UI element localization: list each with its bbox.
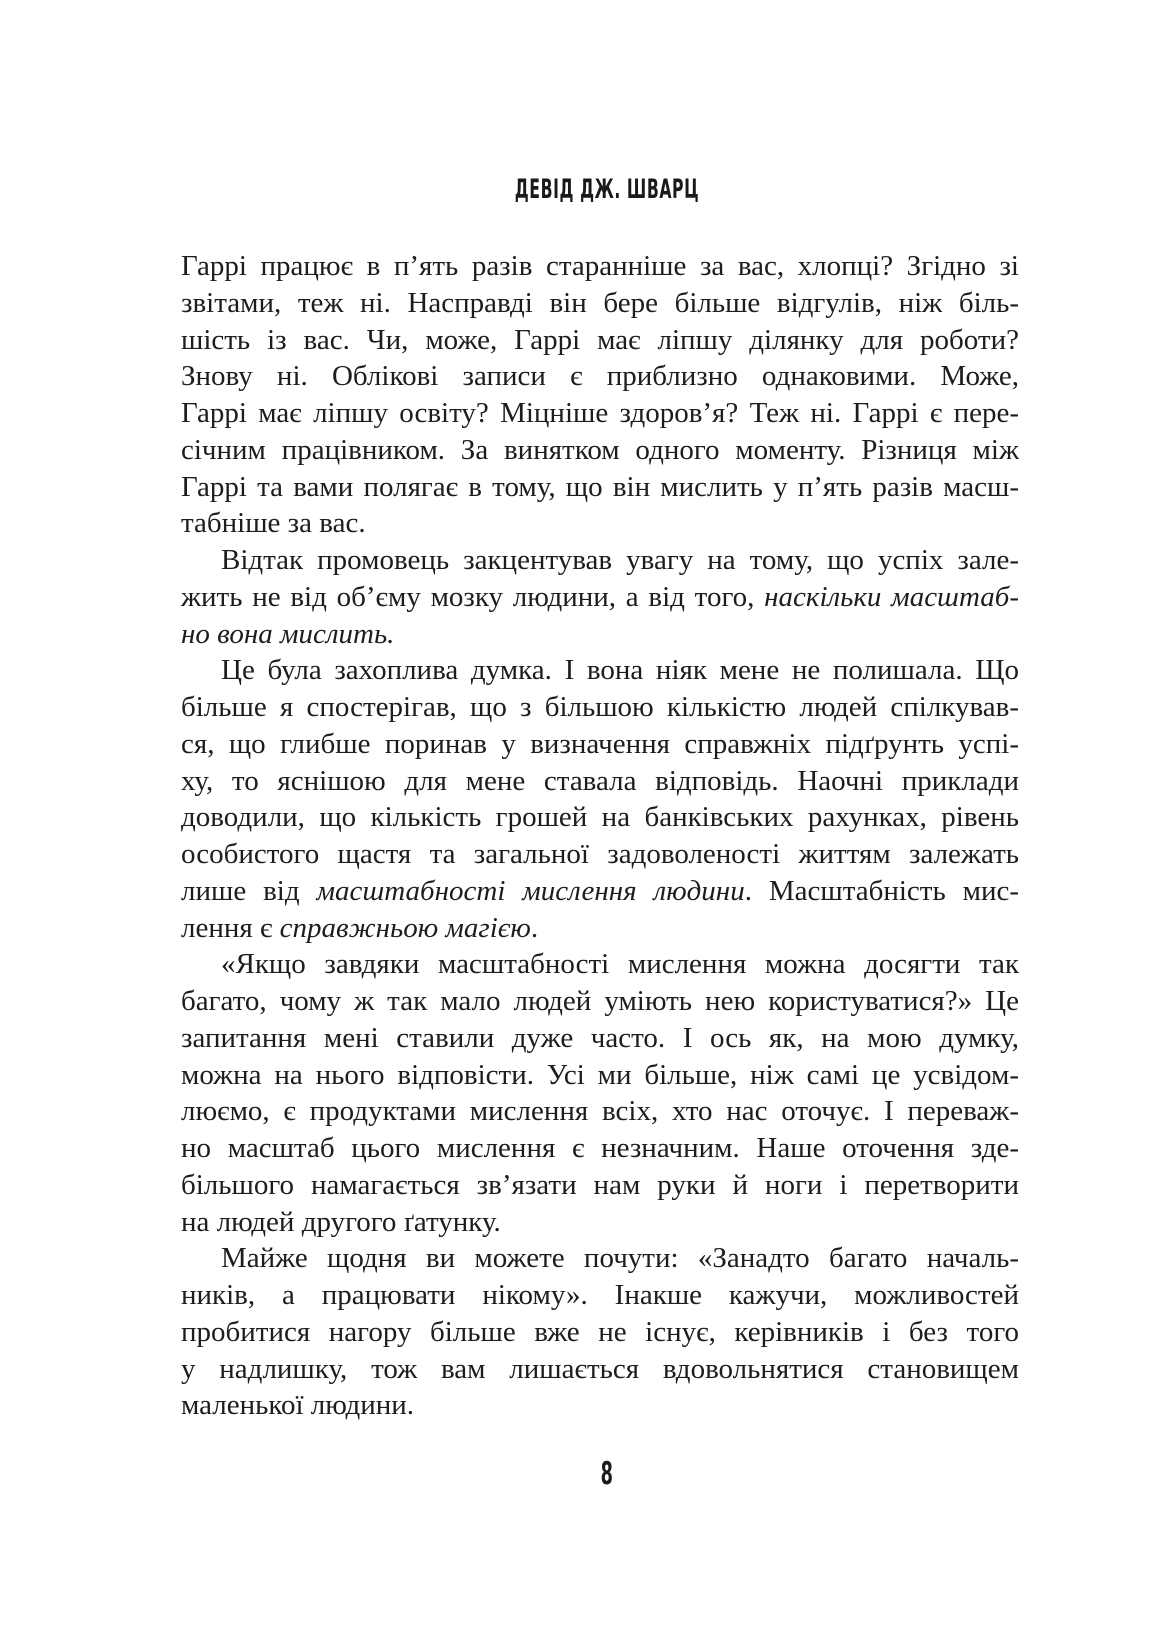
text-segment: Знову ні. Облікові записи є приблизно однаковими. Може, <box>181 360 1019 393</box>
text-segment: ху, то яснішою для мене ставала відповідь. Наочні приклади <box>181 764 1019 797</box>
text-segment: . <box>530 911 539 944</box>
text-segment: ся, що глибше поринав у визначення справжніх підґрунть успі- <box>181 727 1019 760</box>
text-segment: табніше за вас. <box>181 507 366 540</box>
text-segment: Гаррі працює в п’ять разів старанніше за вас, хлопці? Згідно зі <box>181 250 1019 282</box>
text-line <box>181 726 1019 763</box>
text-segment: звітами, теж ні. Насправді він бере більше відгулів, ніж біль- <box>181 286 1019 319</box>
text-segment: запитання мені ставили дуже часто. І ось як, на мою думку, <box>181 1021 1019 1054</box>
text-segment: доводили, що кількість грошей на банківських рахунках, рівень <box>181 801 1019 834</box>
text-line <box>181 1093 1019 1130</box>
text-segment: Майже щодня ви можете почути: «Занадто багато началь- <box>221 1242 1019 1275</box>
text-segment: Гаррі та вами полягає в тому, що він мислить у п’ять разів масш- <box>181 470 1019 503</box>
running-header-text: ДЕВІД ДЖ. ШВАРЦ <box>514 174 700 205</box>
text-segment: на людей другого ґатунку. <box>181 1205 501 1238</box>
text-segment: багато, чому ж так мало людей уміють нею користуватися?» Це <box>181 985 1019 1017</box>
text-line <box>181 836 1019 873</box>
text-line <box>181 873 1019 910</box>
text-segment: «Якщо завдяки масштабності мислення можна досягти так <box>221 948 1019 981</box>
italic-text-segment: наскільки масштаб- <box>764 580 1019 613</box>
text-line <box>181 1204 1019 1241</box>
text-line <box>181 983 1019 1020</box>
italic-text-segment: справжньою магією <box>279 911 531 944</box>
text-line <box>181 248 1019 285</box>
text-line <box>181 395 1019 432</box>
text-line <box>181 652 1019 689</box>
text-line <box>181 1130 1019 1167</box>
text-line <box>181 1057 1019 1094</box>
text-line <box>181 616 1019 653</box>
text-line <box>181 1240 1019 1277</box>
text-line <box>181 763 1019 800</box>
text-segment: лення є <box>181 911 280 944</box>
text-line <box>181 1314 1019 1351</box>
italic-text-segment: масштабності мислення людини <box>316 874 745 907</box>
text-segment: у надлишку, тож вам лишається вдовольнятися становищем <box>181 1352 1019 1385</box>
text-segment: . Масштабність мис- <box>744 874 1019 907</box>
text-segment: Відтак промовець закцентував увагу на тому, що успіх зале- <box>221 544 1019 576</box>
paragraph <box>181 1240 1019 1424</box>
text-line <box>181 689 1019 726</box>
text-segment: но масштаб цього мислення є незначним. Наше оточення зде- <box>181 1132 1019 1164</box>
text-block <box>181 248 1019 1424</box>
text-line <box>181 799 1019 836</box>
text-segment: пробитися нагору більше вже не існує, керівників і без того <box>181 1315 1019 1348</box>
text-line <box>181 469 1019 506</box>
paragraph <box>181 542 1019 652</box>
text-segment: шість із вас. Чи, може, Гаррі має ліпшу ділянку для роботи? <box>181 323 1019 356</box>
text-line <box>181 285 1019 322</box>
text-line <box>181 579 1019 616</box>
text-segment: лише від <box>181 874 317 907</box>
text-line <box>181 1020 1019 1057</box>
text-segment: маленької людини. <box>181 1389 415 1422</box>
text-segment: жить не від об’єму мозку людини, а від того, <box>181 580 765 613</box>
text-line <box>181 1277 1019 1314</box>
text-segment: Це була захоплива думка. І вона ніяк мене не полишала. Що <box>221 654 1019 687</box>
text-line <box>181 946 1019 983</box>
text-segment: ників, а працювати нікому». Інакше кажучи, можливостей <box>181 1279 1019 1311</box>
running-header <box>181 175 1019 205</box>
paragraph <box>181 652 1019 946</box>
text-segment: більшого намагається зв’язати нам руки й ноги і перетворити <box>181 1168 1019 1201</box>
page-number-text: 8 <box>600 1456 614 1492</box>
text-segment: Гаррі має ліпшу освіту? Міцніше здоров’я? Теж ні. Гаррі є пере- <box>181 397 1019 429</box>
text-line <box>181 1167 1019 1204</box>
text-segment: січним працівником. За винятком одного моменту. Різниця між <box>181 433 1019 466</box>
text-segment: можна на нього відповісти. Усі ми більше, ніж самі це усвідом- <box>181 1058 1019 1091</box>
text-line <box>181 542 1019 579</box>
text-line <box>181 432 1019 469</box>
text-line <box>181 1387 1019 1424</box>
text-line <box>181 1351 1019 1388</box>
text-segment: люємо, є продуктами мислення всіх, хто нас оточує. І переваж- <box>181 1095 1019 1128</box>
text-line <box>181 322 1019 359</box>
text-segment: більше я спостерігав, що з більшою кількістю людей спілкував- <box>181 691 1019 723</box>
text-line <box>181 358 1019 395</box>
text-line <box>181 505 1019 542</box>
paragraph <box>181 248 1019 542</box>
page-number <box>181 1456 1019 1492</box>
paragraph <box>181 946 1019 1240</box>
italic-text-segment: но вона мислить. <box>181 617 395 650</box>
text-line <box>181 910 1019 947</box>
text-segment: особистого щастя та загальної задоволеності життям залежать <box>181 838 1019 870</box>
